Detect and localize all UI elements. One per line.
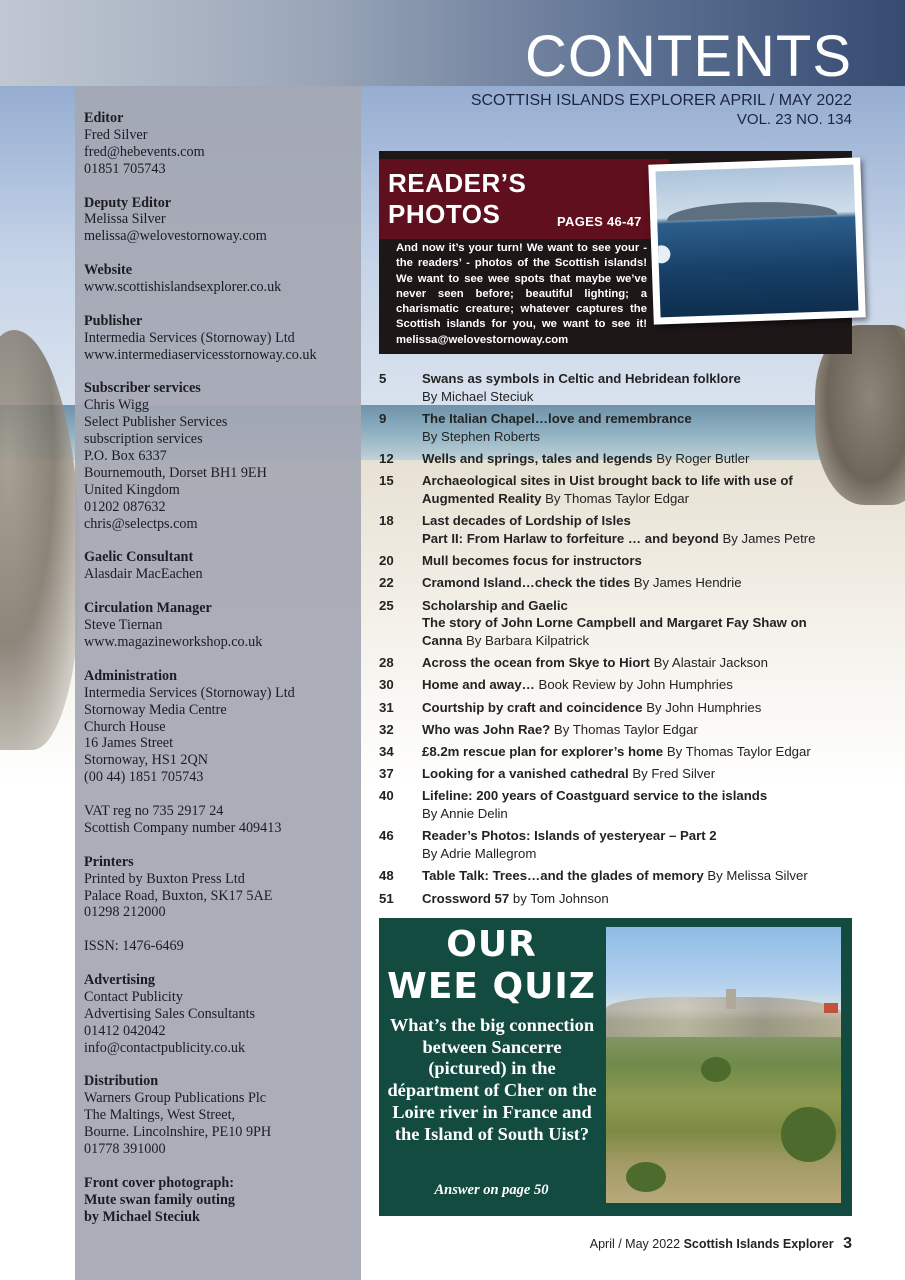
toc-page-number: 5	[379, 371, 387, 386]
toc-page-number: 12	[379, 450, 394, 466]
sidebar-line: Fred Silver	[84, 126, 148, 143]
footer-magazine: Scottish Islands Explorer	[683, 1237, 834, 1251]
toc-entry[interactable]	[379, 552, 849, 570]
toc-title: Cramond Island…check the tides	[422, 575, 631, 591]
toc-title: Reader’s Photos: Islands of yesteryear – Part 2	[422, 828, 717, 844]
readers-photos-text	[396, 241, 647, 348]
toc-byline: By Alastair Jackson	[653, 655, 768, 671]
toc-title: Swans as symbols in Celtic and Hebridean folklore	[422, 371, 741, 386]
toc-page-number: 31	[379, 699, 394, 715]
readers-photos-title-line2: PHOTOS	[388, 199, 501, 229]
photo-roof	[824, 1003, 838, 1013]
sidebar-heading: Advertising	[84, 972, 155, 989]
toc-title: Archaeological sites in Uist brought back to life with use of Augmented Reality	[422, 473, 793, 506]
sidebar-line: Alasdair MacEachen	[84, 566, 203, 583]
toc-byline: Book Review by John Humphries	[538, 677, 733, 693]
toc-byline: By James Hendrie	[633, 575, 742, 591]
readers-photos-body: And now it’s your turn! We want to see your - the readers’ - photos of the Scottish islands! We want to see wee spots that maybe we’ve never seen before; beautiful lighting; a charismatic creature; whatever captures the Scottish islands for you, we want to see it!	[396, 242, 647, 331]
toc-byline: By Thomas Taylor Edgar	[545, 490, 690, 506]
quiz-box	[379, 918, 852, 1216]
sidebar-block	[84, 972, 361, 1057]
toc-title: Looking for a vanished cathedral	[422, 766, 629, 782]
sidebar-line: 01778 391000	[84, 1141, 166, 1158]
toc-byline: By Barbara Kilpatrick	[465, 633, 590, 649]
sidebar-block	[84, 600, 361, 651]
sidebar-line: Advertising Sales Consultants	[84, 1005, 256, 1022]
toc-byline: By Thomas Taylor Edgar	[666, 744, 811, 760]
readers-photos-pages: PAGES 46-47	[557, 214, 642, 229]
sidebar-line: P.O. Box 6337	[84, 448, 167, 465]
toc-title: Crossword 57	[422, 890, 510, 906]
sidebar-line[interactable]: www.intermediaservicesstornoway.co.uk	[84, 346, 317, 363]
photo-tree	[626, 1162, 666, 1192]
toc-entry[interactable]	[379, 370, 849, 406]
toc-byline: By Adrie Mallegrom	[422, 846, 537, 862]
toc-title: £8.2m rescue plan for explorer’s home	[422, 744, 664, 760]
toc-byline: By Fred Silver	[632, 766, 716, 782]
quiz-title-line2: WEE QUIZ	[387, 966, 596, 1007]
sidebar-heading: Administration	[84, 667, 178, 684]
toc-title: Scholarship and Gaelic	[422, 597, 568, 613]
toc-title: Courtship by craft and coincidence	[422, 699, 643, 715]
sidebar-line: Contact Publicity	[84, 988, 183, 1005]
photo-tree	[701, 1057, 731, 1082]
toc-page-number: 34	[379, 744, 394, 760]
sidebar-line: 16 James Street	[84, 735, 174, 752]
toc-page-number: 40	[379, 788, 394, 804]
sidebar-line: VAT reg no 735 2917 24	[84, 803, 224, 820]
masthead-sidebar	[75, 86, 361, 1280]
sidebar-line[interactable]: melissa@welovestornoway.com	[84, 228, 267, 245]
toc-page-number: 32	[379, 721, 394, 737]
sidebar-heading: Printers	[84, 853, 134, 870]
toc-entry[interactable]	[379, 472, 849, 508]
readers-photos-box	[379, 151, 852, 354]
sidebar-block	[84, 262, 361, 296]
toc-title: Table Talk: Trees…and the glades of memory	[422, 868, 704, 884]
toc-entry[interactable]	[379, 410, 849, 446]
toc-entry[interactable]	[379, 699, 849, 717]
toc-page-number: 30	[379, 677, 394, 693]
photo-tower	[726, 989, 736, 1009]
sidebar-line: Church House	[84, 718, 166, 735]
cover-credit-line: Front cover photograph:	[84, 1174, 235, 1191]
sidebar-block	[84, 803, 361, 837]
toc-entry[interactable]	[379, 787, 849, 823]
toc-subtitle: The story of John Lorne Campbell and Margaret Fay Shaw on Canna	[422, 615, 807, 649]
toc-entry[interactable]	[379, 654, 849, 672]
toc-page-number: 28	[379, 655, 394, 671]
toc-page-number: 48	[379, 868, 394, 884]
sidebar-line: Bourne. Lincolnshire, PE10 9PH	[84, 1124, 272, 1141]
sidebar-line: ISSN: 1476-6469	[84, 938, 184, 955]
sidebar-line: United Kingdom	[84, 481, 180, 498]
sidebar-block	[84, 938, 361, 955]
toc-entry[interactable]	[379, 827, 849, 863]
quiz-title	[379, 924, 604, 1008]
toc-byline: By James Petre	[722, 530, 816, 546]
toc-page-number: 22	[379, 575, 394, 591]
sidebar-line: Stornoway, HS1 2QN	[84, 752, 209, 769]
volume-number: VOL. 23 NO. 134	[736, 111, 852, 128]
sidebar-line[interactable]: chris@selectps.com	[84, 515, 198, 532]
toc-byline: By John Humphries	[646, 699, 762, 715]
sidebar-line: Palace Road, Buxton, SK17 5AE	[84, 887, 273, 904]
toc-page-number: 20	[379, 553, 394, 569]
sidebar-line: Select Publisher Services	[84, 414, 228, 431]
toc-byline: By Annie Delin	[422, 806, 508, 822]
cover-credit-line: by Michael Steciuk	[84, 1208, 200, 1225]
quiz-answer: Answer on page 50	[434, 1182, 549, 1198]
toc-page-number: 51	[379, 890, 394, 906]
sidebar-line: Steve Tiernan	[84, 617, 163, 634]
quiz-title-line1: OUR	[446, 924, 537, 965]
toc-page-number: 9	[379, 410, 387, 426]
sidebar-line: Warners Group Publications Plc	[84, 1090, 267, 1107]
sidebar-block	[84, 110, 361, 178]
sidebar-line: Intermedia Services (Stornoway) Ltd	[84, 329, 295, 346]
sidebar-line[interactable]: fred@hebevents.com	[84, 143, 205, 160]
toc-entry[interactable]	[379, 450, 849, 468]
sidebar-line: Stornoway Media Centre	[84, 701, 227, 718]
sidebar-line: (00 44) 1851 705743	[84, 769, 204, 786]
sidebar-line: 01202 087632	[84, 498, 166, 515]
sidebar-line: Bournemouth, Dorset BH1 9EH	[84, 464, 267, 481]
sidebar-heading: Circulation Manager	[84, 600, 212, 617]
toc-entry[interactable]	[379, 574, 849, 592]
sidebar-line[interactable]: www.magazineworkshop.co.uk	[84, 634, 263, 650]
toc-entry[interactable]	[379, 765, 849, 783]
toc-entry[interactable]	[379, 743, 849, 761]
contents-list	[379, 370, 849, 912]
toc-title: Wells and springs, tales and legends	[422, 450, 653, 466]
toc-entry[interactable]	[379, 597, 849, 650]
toc-entry[interactable]	[379, 676, 849, 694]
page-number: 3	[843, 1235, 852, 1252]
sidebar-block	[84, 549, 361, 583]
sidebar-heading: Subscriber services	[84, 380, 201, 397]
sidebar-block	[84, 1073, 361, 1158]
toc-title: Last decades of Lordship of Isles	[422, 513, 631, 529]
readers-photos-title-line1: READER’S	[388, 168, 527, 198]
toc-entry[interactable]	[379, 867, 849, 885]
toc-page-number: 46	[379, 828, 394, 844]
sidebar-line[interactable]: info@contactpublicity.co.uk	[84, 1039, 246, 1056]
toc-byline: By Michael Steciuk	[422, 388, 534, 404]
sea-islands-photo	[648, 157, 865, 324]
toc-entry[interactable]	[379, 890, 849, 908]
sidebar-line: 01298 212000	[84, 904, 166, 921]
toc-title: Mull becomes focus for instructors	[422, 553, 642, 569]
toc-byline: by Tom Johnson	[512, 890, 609, 906]
toc-title: Lifeline: 200 years of Coastguard service to the islands	[422, 788, 768, 804]
toc-page-number: 37	[379, 766, 394, 782]
sidebar-block	[84, 380, 361, 532]
toc-title: The Italian Chapel…love and remembrance	[422, 410, 692, 426]
photo-tree	[781, 1107, 836, 1162]
sidebar-heading: Publisher	[84, 312, 143, 329]
toc-page-number: 25	[379, 597, 394, 613]
photo-town	[606, 997, 841, 1037]
sidebar-heading: Editor	[84, 110, 124, 126]
page-title: CONTENTS	[525, 24, 852, 89]
photo-buoy	[656, 245, 671, 264]
sidebar-heading: Gaelic Consultant	[84, 549, 194, 566]
sidebar-line: Scottish Company number 409413	[84, 819, 282, 836]
quiz-question: What’s the big connection between Sancerre (pictured) in the départment of Cher on the Loire river in France and the Island of South Uist?	[387, 1015, 597, 1144]
readers-photos-email[interactable]: melissa@welovestornoway.com	[396, 333, 569, 346]
sidebar-line: Printed by Buxton Press Ltd	[84, 870, 245, 887]
toc-title: Who was John Rae?	[422, 721, 551, 737]
toc-title: Home and away…	[422, 677, 535, 693]
toc-page-number: 18	[379, 513, 394, 529]
sidebar-heading: Deputy Editor	[84, 194, 172, 211]
sidebar-heading: Website	[84, 262, 133, 279]
cover-credit-line: Mute swan family outing	[84, 1191, 235, 1208]
toc-byline: By Stephen Roberts	[422, 428, 541, 444]
sidebar-line: 01851 705743	[84, 160, 166, 177]
page-footer	[590, 1235, 852, 1253]
sidebar-line: 01412 042042	[84, 1022, 166, 1039]
sidebar-line: subscription services	[84, 431, 203, 448]
sidebar-block	[84, 195, 361, 246]
sidebar-line[interactable]: www.scottishislandsexplorer.co.uk	[84, 279, 282, 296]
sidebar-heading: Distribution	[84, 1073, 159, 1090]
photo-island	[667, 199, 837, 221]
sidebar-line: Intermedia Services (Stornoway) Ltd	[84, 684, 295, 701]
toc-byline: By Thomas Taylor Edgar	[553, 721, 698, 737]
toc-title: Across the ocean from Skye to Hiort	[422, 655, 650, 671]
toc-entry[interactable]	[379, 512, 849, 548]
sidebar-line: Chris Wigg	[84, 397, 149, 414]
toc-subtitle: Part II: From Harlaw to forfeiture … and beyond	[422, 530, 719, 546]
sidebar-block	[84, 854, 361, 922]
photo-sea	[656, 165, 859, 318]
magazine-issue: SCOTTISH ISLANDS EXPLORER APRIL / MAY 2022	[470, 92, 852, 109]
toc-byline: By Melissa Silver	[707, 868, 808, 884]
sancerre-photo	[606, 927, 841, 1203]
sidebar-block	[84, 668, 361, 786]
sidebar-line: The Maltings, West Street,	[84, 1107, 236, 1124]
toc-entry[interactable]	[379, 721, 849, 739]
toc-byline: By Roger Butler	[656, 450, 750, 466]
sidebar-block	[84, 313, 361, 364]
toc-page-number: 15	[379, 473, 394, 489]
sidebar-line: Melissa Silver	[84, 211, 166, 228]
cover-photo-credit	[84, 1175, 361, 1226]
footer-date: April / May 2022	[589, 1237, 681, 1251]
